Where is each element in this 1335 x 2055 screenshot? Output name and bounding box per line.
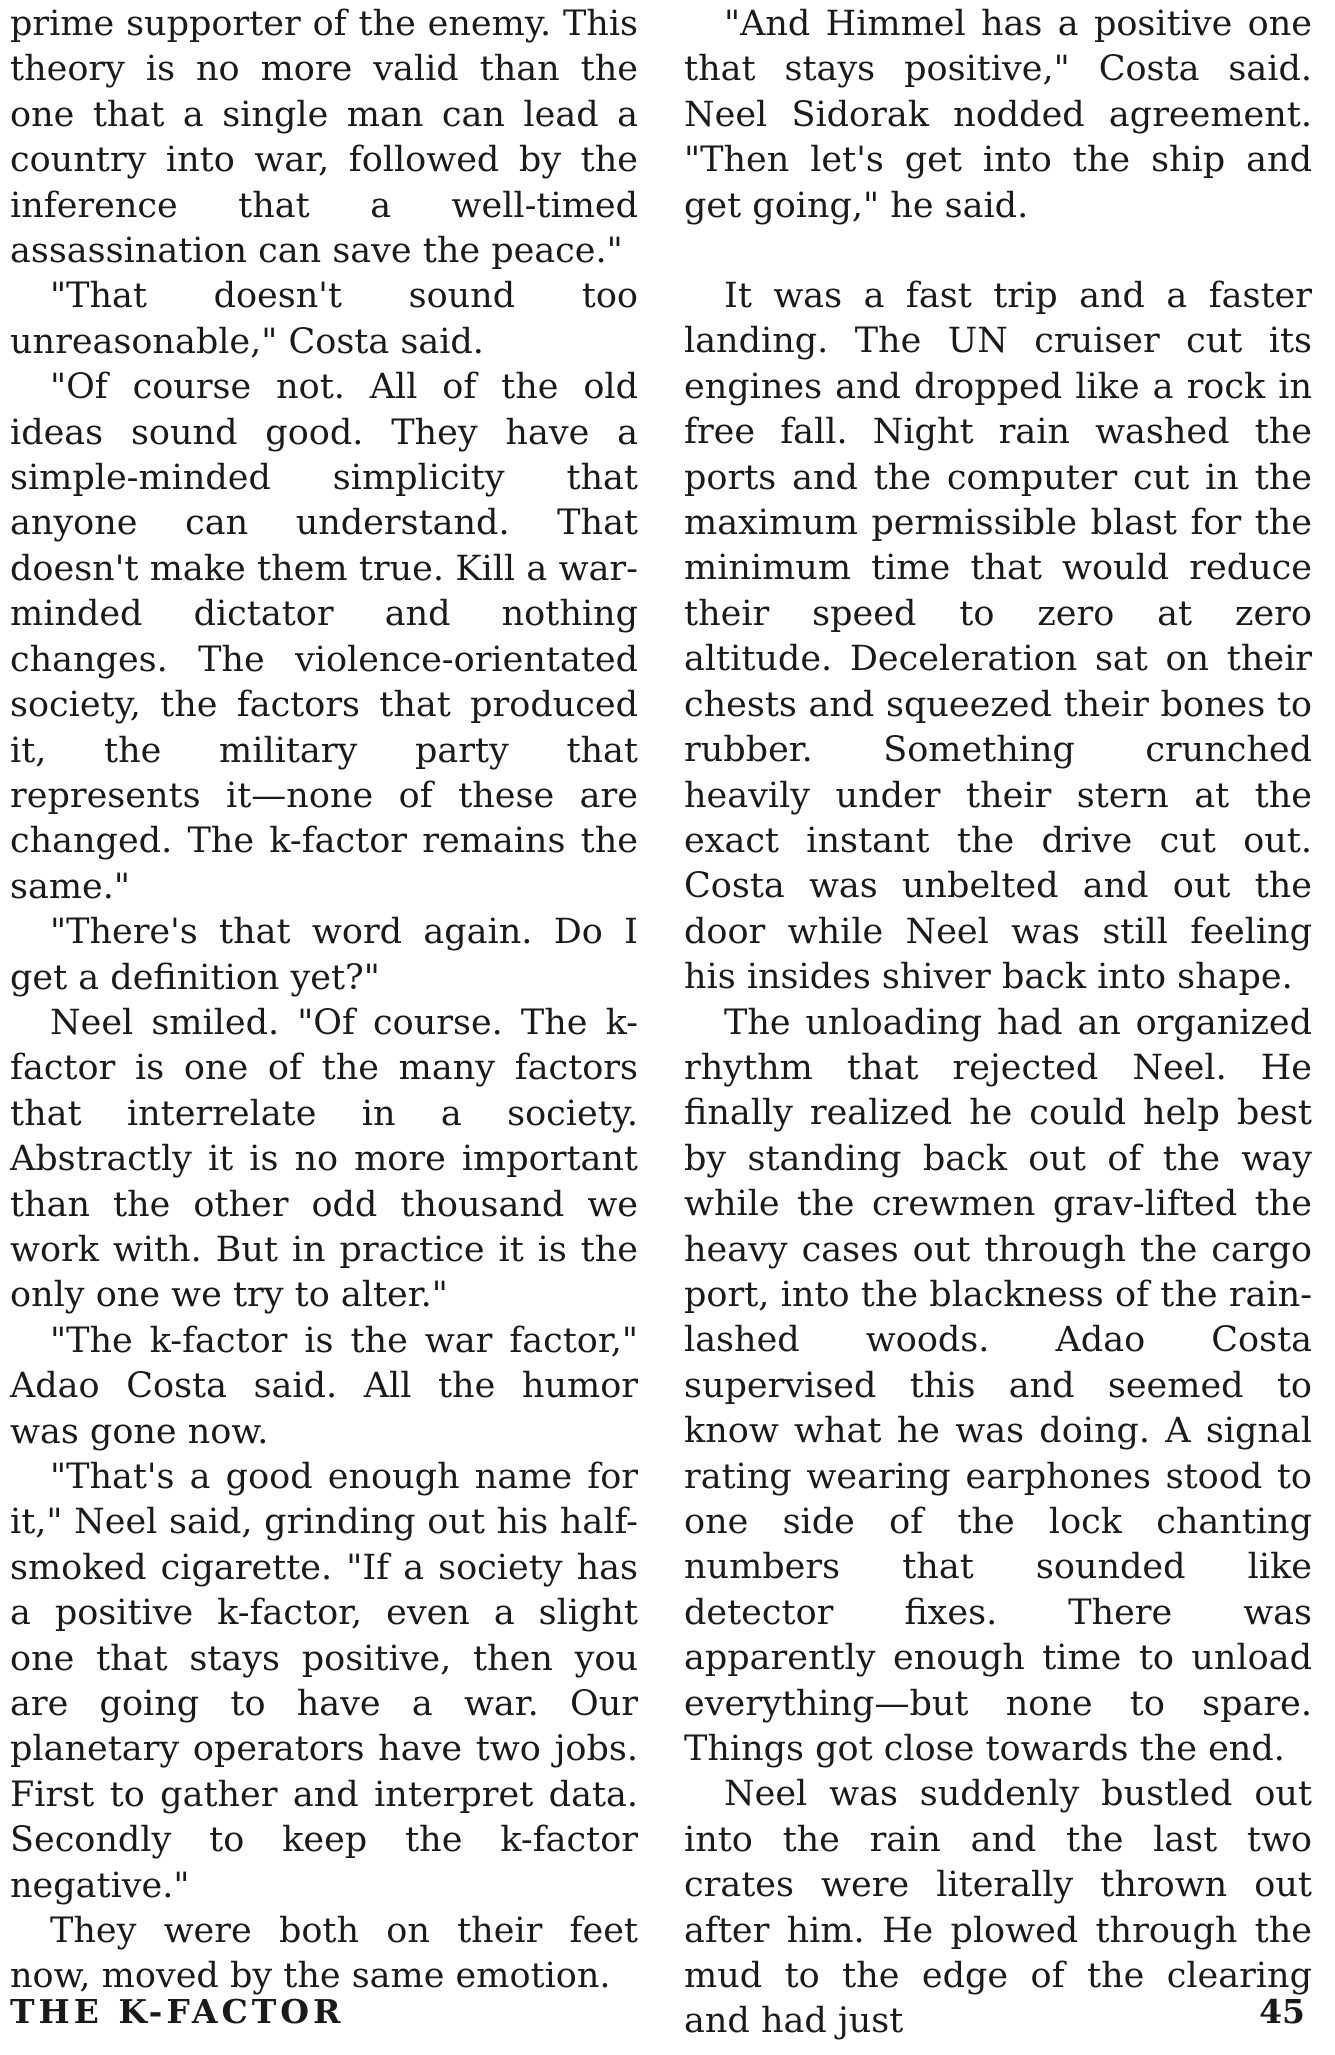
section-break [684,229,1312,274]
page-number: 45 [1259,1992,1305,2031]
paragraph: "And Himmel has a positive one that stays positive," Costa said. Neel Sidorak nodded agreement. "Then let's get into the ship and get going," he said. [684,4,1312,226]
paragraph: Neel was suddenly bustled out into the rain and the last two crates were literally thrown out after him. He plowed through the mud to the edge of the clearing and had just [684,1774,1312,2042]
paragraph: "The k-factor is the war factor," Adao Costa said. All the humor was gone now. [10,1320,638,1452]
right-text-column [684,2,1312,2045]
paragraph: prime supporter of the enemy. This theory is no more valid than the one that a single man can lead a country into war, followed by the inference that a well-timed assassination can save the peace." [10,4,638,272]
paragraph: The unloading had an organized rhythm that rejected Neel. He finally realized he could help best by standing back out of the way while the crewmen grav-lifted the heavy cases out through the cargo port, into the blackness of the rain-lashed woods. Adao Costa supervised this and seemed to know what he was doing. A signal rating wearing earphones stood to one side of the lock chanting numbers that sounded like detector fixes. There was apparently enough time to unload everything—but none to spare. Things got close towards the end. [684,1002,1312,1770]
paragraph: Neel smiled. "Of course. The k-factor is one of the many factors that interrelate in a society. Abstractly it is no more important than the other odd thousand we work with. But in practice it is the only one we try to alter." [10,1002,638,1316]
paragraph: They were both on their feet now, moved by the same emotion. [10,1911,638,1997]
left-text-column [10,2,638,2000]
paragraph: "There's that word again. Do I get a definition yet?" [10,912,638,998]
running-title: THE K-FACTOR [10,1992,345,2031]
paragraph: "That doesn't sound too unreasonable," Costa said. [10,276,638,362]
paragraph: "That's a good enough name for it," Neel said, grinding out his half-smoked cigarette. "If a society has a positive k-factor, even a slight one that stays positive, then you are going to have a war. Our planetary operators have two jobs. First to gather and interpret data. Secondly to keep the k-factor negative." [10,1457,638,1906]
paragraph: It was a fast trip and a faster landing. The UN cruiser cut its engines and dropped like a rock in free fall. Night rain washed the ports and the computer cut in the maximum permissible blast for the minimum time that would reduce their speed to zero at zero altitude. Deceleration sat on their chests and squeezed their bones to rubber. Something crunched heavily under their stern at the exact instant the drive cut out. Costa was unbelted and out the door while Neel was still feeling his insides shiver back into shape. [684,276,1312,998]
paragraph: "Of course not. All of the old ideas sound good. They have a simple-minded simplicity that anyone can understand. That doesn't make them true. Kill a war-minded dictator and nothing changes. The violence-orientated society, the factors that produced it, the military party that represents it—none of these are changed. The k-factor remains the same." [10,367,638,907]
